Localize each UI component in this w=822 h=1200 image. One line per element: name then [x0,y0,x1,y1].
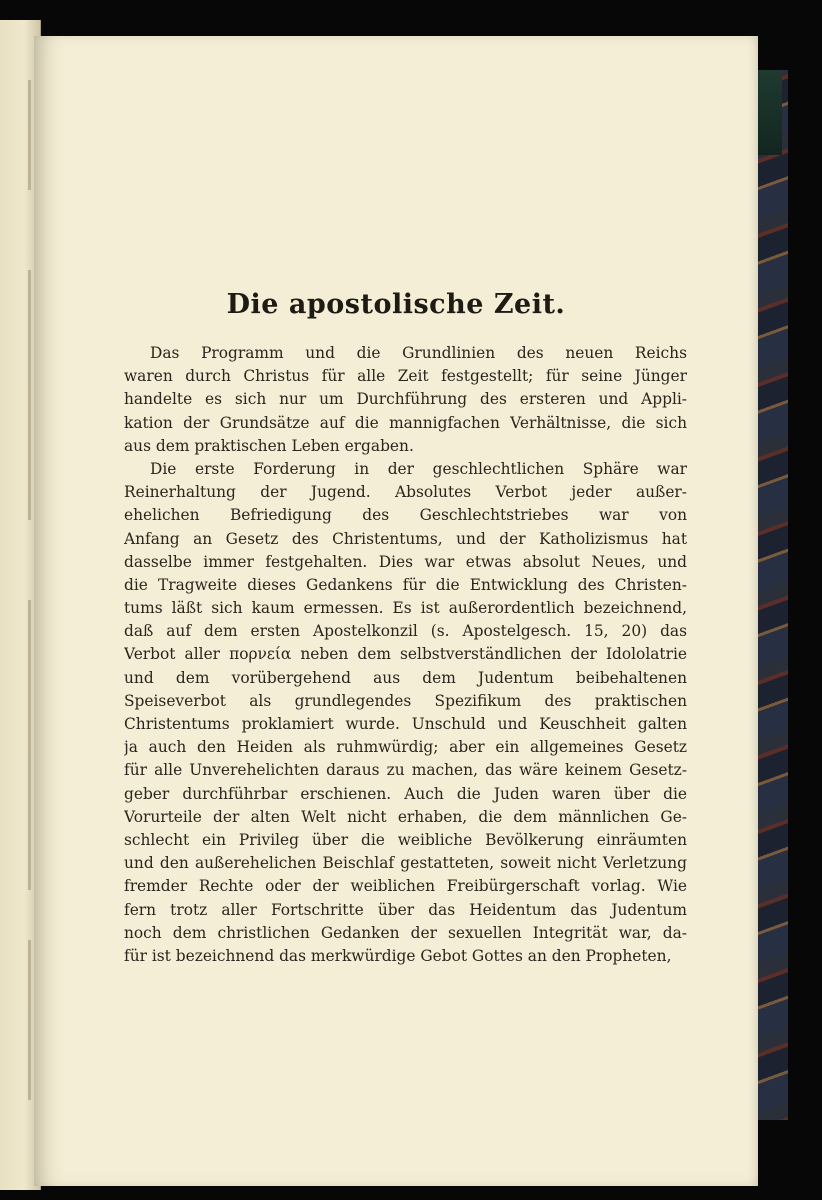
cover-spine-corner [756,70,782,155]
chapter-heading: Die apostolische Zeit. [226,289,566,320]
text-line: kation der Grundsätze auf die mannigfachen Verhältnisse, die sich [124,413,687,432]
text-line: noch dem christlichen Gedanken der sexuellen Integrität war, da- [124,923,687,942]
body-text [124,342,687,968]
text-line: Christentums proklamiert wurde. Unschuld und Keuschheit galten [124,715,687,733]
marbled-cover-edge [756,70,788,1120]
text-line: Das Programm und die Grundlinien des neuen Reichs [150,344,687,362]
text-line: für ist bezeichnend das merkwürdige Gebot Gottes an den Propheten, [124,946,672,965]
binding-stitch [28,80,31,190]
book-page [34,36,758,1186]
text-line: fern trotz aller Fortschritte über das Heidentum das Judentum [124,900,687,919]
text-line: Anfang an Gesetz des Christentums, und der Katholizismus hat [124,529,687,548]
text-line: für alle Unverehelichten daraus zu machen, das wäre keinem Gesetz- [124,761,687,780]
text-line: und dem vorübergehend aus dem Judentum beibehaltenen [124,668,687,687]
text-line: ehelichen Befriedigung des Geschlechtstriebes war von [124,506,687,525]
text-line: waren durch Christus für alle Zeit festgestellt; für seine Jünger [124,367,687,386]
text-line: Reinerhaltung der Jugend. Absolutes Verbot jeder außer- [124,483,687,502]
text-line: Vorurteile der alten Welt nicht erhaben, die dem männlichen Ge- [124,807,687,826]
text-line: daß auf dem ersten Apostelkonzil (s. Apostelgesch. 15, 20) das [124,622,687,641]
text-line: die Tragweite dieses Gedankens für die Entwicklung des Christen- [124,575,687,594]
text-line: tums läßt sich kaum ermessen. Es ist außerordentlich bezeichnend, [124,599,687,618]
text-line: aus dem praktischen Leben ergaben. [124,436,414,455]
text-line: geber durchführbar erschienen. Auch die Juden waren über die [124,784,687,803]
text-line: dasselbe immer festgehalten. Dies war etwas absolut Neues, und [124,552,687,571]
text-line: und den außerehelichen Beischlaf gestatteten, soweit nicht Verletzung [124,854,687,873]
text-line: Speiseverbot als grundlegendes Spezifikum des praktischen [124,691,687,710]
binding-stitch [28,940,31,1100]
binding-stitch [28,270,31,520]
text-line: handelte es sich nur um Durchführung des ersteren und Appli- [124,390,687,409]
text-line: fremder Rechte oder der weiblichen Freibürgerschaft vorlag. Wie [124,877,687,896]
text-line: Die erste Forderung in der geschlechtlichen Sphäre war [150,459,687,478]
text-line: ja auch den Heiden als ruhmwürdig; aber ein allgemeines Gesetz [124,738,687,757]
text-line: schlecht ein Privileg über die weibliche Bevölkerung einräumten [124,830,687,849]
text-line: Verbot aller πορνεία neben dem selbstverständlichen der Idololatrie [124,645,687,664]
binding-stitch [28,600,31,890]
